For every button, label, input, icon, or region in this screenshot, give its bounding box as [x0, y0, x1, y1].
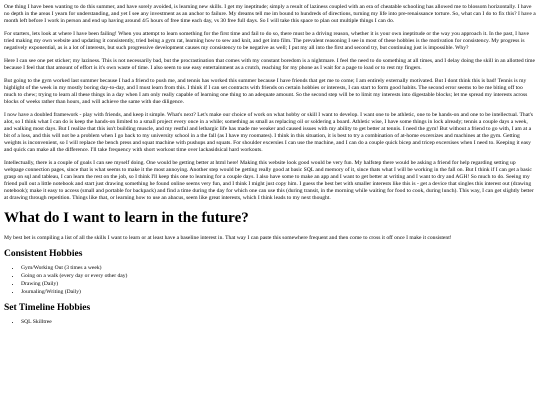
- intro-paragraph-4: But going to the gym worked last summer because I had a friend to push me, and tennis has worked this summer because I have friends that get me to come; I am entirely externally motivated. But I dont think this is bad! Tennis is my highlight of the week in my mostly boring day-to-day, and I must learn from this. I think if I can set contracts with friends on certain hobbies or interests, I can start to form good habits. The second error seems to be me biting off too much to chew; trying to learn all these things in a day when I am only really capable of learning one thing to an adequate amount. So the second step will be to limit my interests into digestable blocks; let me spread my interests across blocks of weeks rather than hours, and will achieve the same with due diligence.: [4, 78, 528, 106]
- timeline-hobbies-heading: Set Timeline Hobbies: [4, 302, 91, 313]
- intro-paragraph-1: One thing I have been wanting to do this summer, and have sorely avoided, is learning new skills. I get my ineptitude; simply a result of laziness coupled with an era of cheatable schooling has allowed me to blossom horizontally. I have no depth in the areas I yearn for understanding, and yet I see any investment as an anchor to failure. My dreams tell me im bound to hundreds of directions, turning my life into pre-renaissance torture. So, what can I do to fix this? I have a month left before I work in person and end up having around 4/5 hours of free time each day, vs 30 free full days. So I will take this space to plan out multiple things I can do.: [4, 4, 536, 24]
- consistent-hobbies-heading: Consistent Hobbies: [4, 248, 83, 259]
- intro-paragraph-3: Here I can see one pet sticker; my laziness. This is not necessarily bad, but the procrastination that comes with my constant boredom is a nightmare. I feel the need to do something at all times, and I delay doing the skill in an allotted time because I feel that that amount of effort is it's own waste of time. I also seem to use easy entertainment as a crutch, reaching for my phone as I wait for a page to load or to rest my fingers.: [4, 58, 536, 72]
- timeline-hobbies-list: [4, 318, 536, 326]
- list-item: • Journaling/Writing (Daily): [21, 288, 536, 296]
- list-item: • Gym/Working Out (3 times a week): [21, 264, 536, 272]
- intro-paragraph-5: I now have a doubled framework - play with friends, and keep it simple. What's next? Let's make our choice of work on what hobby or skill I want to develop. I want one to be athletic, one to be hands-on and one to be intellectual. That's alot, so I think what I can do is keep the hands-on limited to a small project every once in a while; something as small as replacing oil or soldering a board. Athletic wise, I have some things in lock already; tennis a couple days a week, and walking most days. But I realize that this isn't building muscle, and my restful and lethargic life has made me weaker and caused issues with my ability to get better at tennis. I need the gym! But without a friend to go with, I am at a bit of a loss, and this will not be a problem when I go back to my university school in a the fall (as I have my roomates). I think in this situation, it is best to try a combination of at-home excersizes and machines at the gym. Getting weights is inconvenient, so I will replace the bench press and squat machine with pushups and squats. For shoulder excersies I can use the machine, and I can do a couple quick bicep and tricep excersises when I need to. Keeping it easy and quick can make all the difference. I'll take frequency with short workout time over lackasidsical hard workouts.: [4, 112, 533, 153]
- list-item: • Going on a walk (every day or every other day): [21, 272, 536, 280]
- future-paragraph: My best bet is compiling a list of all the skills I want to learn or at least have a baseline interest in. That way I can paste this somewhere frequent and then come to cross it off once I make it consistent!: [4, 234, 452, 241]
- main-heading: What do I want to learn in the future?: [4, 209, 249, 226]
- intro-paragraph-6: Intellectually, there is a couple of goals I can see myself doing. One would be getting better at html here! Making this website look good would be very fun. My halfstep there would be asking a friend for help regarding setting up webpage connection pages, since that is what seems to make it the most annoying. Another step would be getting really good at basic SQL and memory of it, since thats what I will be working in the fall on. But I think if I can get a basic grasp on sql and tableau, I can learn the rest on the job, so I think I'll keep this one to learning for a couple days. I also have some to make an app and I want to get better at writing and I want to dry and AGH! So much to do. Seeing my friend pull out a little notebook and start just drawing something he found online seems very fun, and I think I might just copy him. I guess the best bet with smaller interests like this is - get a device that singles this interest out (drawing notebook); make it easy to access (small and portable for backpack) and find a time during the day for which one can use this (during transit, in the morning while waiting for food to cook, during lunch). This way, I can get slightly better at drawing through repetition. Things like that, or learning how to use an abacus, seem like great interests, which I think leads to my next thought.: [4, 160, 534, 201]
- consistent-hobbies-list: [4, 264, 536, 296]
- list-item: • SQL Skilltree: [21, 318, 536, 326]
- intro-section: [4, 4, 536, 202]
- intro-paragraph-2: For starters, lets look at where I have been failing! When you attempt to learn something for the first time and fail to do so, there must be a driving reason, whether it is your own ineptitude or the way you approach it. In the past, I have tried making my own website and updating it consistently, tried being a gym rat, learning how to sew and knit, and get into film. The prevalent reasoning I see in most of these hobbies is the motivation for consistency. My progress is negatively exponential, as is a lot of interests, but such progressive development causes my consistency to be negative as well; I put my all into the first and second try, but continuing just is impossible. Why?: [4, 31, 529, 51]
- list-item: • Drawing (Daily): [21, 280, 536, 288]
